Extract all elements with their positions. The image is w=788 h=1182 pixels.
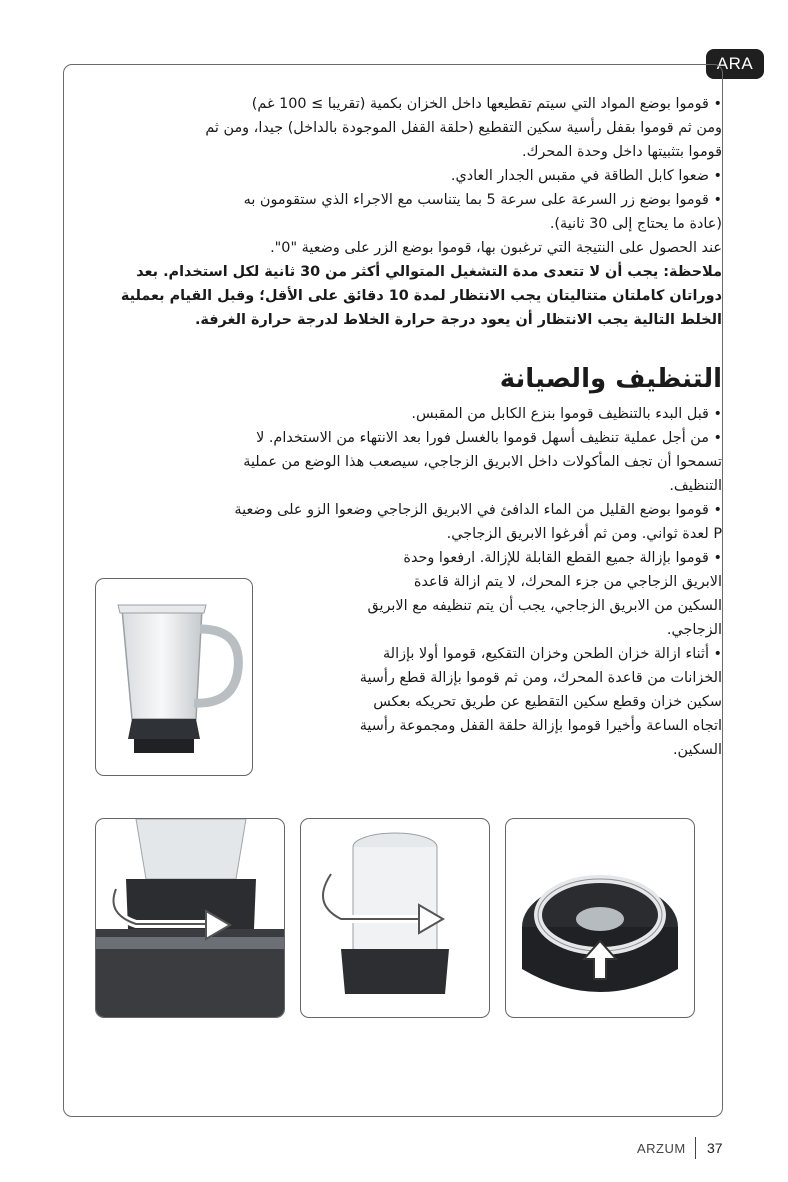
text-line: عند الحصول على النتيجة التي ترغبون بها، قوموا بوضع الزر على وضعية "0". [270,240,722,256]
motor-base-photo [95,818,285,1018]
text-line: (عادة ما يحتاج إلى 30 ثانية). [549,216,722,232]
warning-line: دوراتان كاملتان متتاليتان يجب الانتظار لمدة 10 دقائق على الأقل؛ وقبل القيام بعملية [120,288,722,304]
text-line: الزجاجي. [666,622,722,638]
text-line: • قوموا بوضع زر السرعة على سرعة 5 بما يتناسب مع الاجراء الذي ستقومون به [243,192,722,208]
text-line: P لعدة ثواني. ومن ثم أفرغوا الابريق الزجاجي. [446,526,722,542]
glass-jug-photo [95,578,253,776]
text-line: • ضعوا كابل الطاقة في مقبس الجدار العادي. [450,168,722,184]
text-line: السكين من الابريق الزجاجي، يجب أن يتم تنظيفه مع الابريق [367,598,722,614]
text-line: • من أجل عملية تنظيف أسهل قوموا بالغسل فورا بعد الانتهاء من الاستخدام. لا [256,430,722,446]
warning-line: الخلط التالية يجب الانتظار أن يعود درجة حرارة الخلاط لدرجة حرارة الغرفة. [194,312,722,328]
small-jar-photo [300,818,490,1018]
text-line: • قوموا بإزالة جميع القطع القابلة للإزالة. ارفعوا وحدة [403,550,722,566]
wrapped-text [290,546,722,762]
section-title: التنظيف والصيانة [499,364,722,394]
text-line: قوموا بتثبيتها داخل وحدة المحرك. [522,144,722,160]
language-tag: ARA [706,49,764,79]
text-line: • قوموا بوضع القليل من الماء الدافئ في الابريق الزجاجي وضعوا الزو على وضعية [234,502,722,518]
text-line: سكين خزان وقطع سكين التقطيع عن طريق تحريكه بعكس [373,694,722,710]
text-line: تسمحوا أن تجف المأكولات داخل الابريق الزجاجي، سيصعب هذا الوضع من عملية [243,454,722,470]
text-line: الخزانات من قاعدة المحرك، ومن ثم قوموا بإزالة قطع رأسية [359,670,722,686]
text-line: اتجاه الساعة وأخيرا قوموا بإزالة حلقة القفل ومجموعة رأسية [359,718,722,734]
text-line: ومن ثم قوموا بقفل رأسية سكين التقطيع (حلقة القفل الموجودة بالداخل) جيدا، ومن ثم [205,120,722,136]
warning-line: ملاحظة: يجب أن لا تتعدى مدة التشغيل المتوالي أكثر من 30 ثانية لكل استخدام. بعد [136,264,722,280]
text-line: • قوموا بوضع المواد التي سيتم تقطيعها داخل الخزان بكمية (تقريبا ≥ 100 غم) [251,96,722,112]
text-line: • أثناء ازالة خزان الطحن وخزان التقكيع، قوموا أولا بإزالة [382,646,722,662]
text-line: التنظيف. [669,478,722,494]
footer-divider [695,1137,696,1159]
text-line: الابريق الزجاجي من جزء المحرك، لا يتم ازالة قاعدة [413,574,722,590]
blade-ring-photo [505,818,695,1018]
page-number: 37 [707,1140,723,1156]
footer-brand: ARZUM [637,1141,686,1156]
text-line: السكين. [672,742,722,758]
text-line: • قبل البدء بالتنظيف قوموا بنزع الكابل من المقبس. [411,406,722,422]
